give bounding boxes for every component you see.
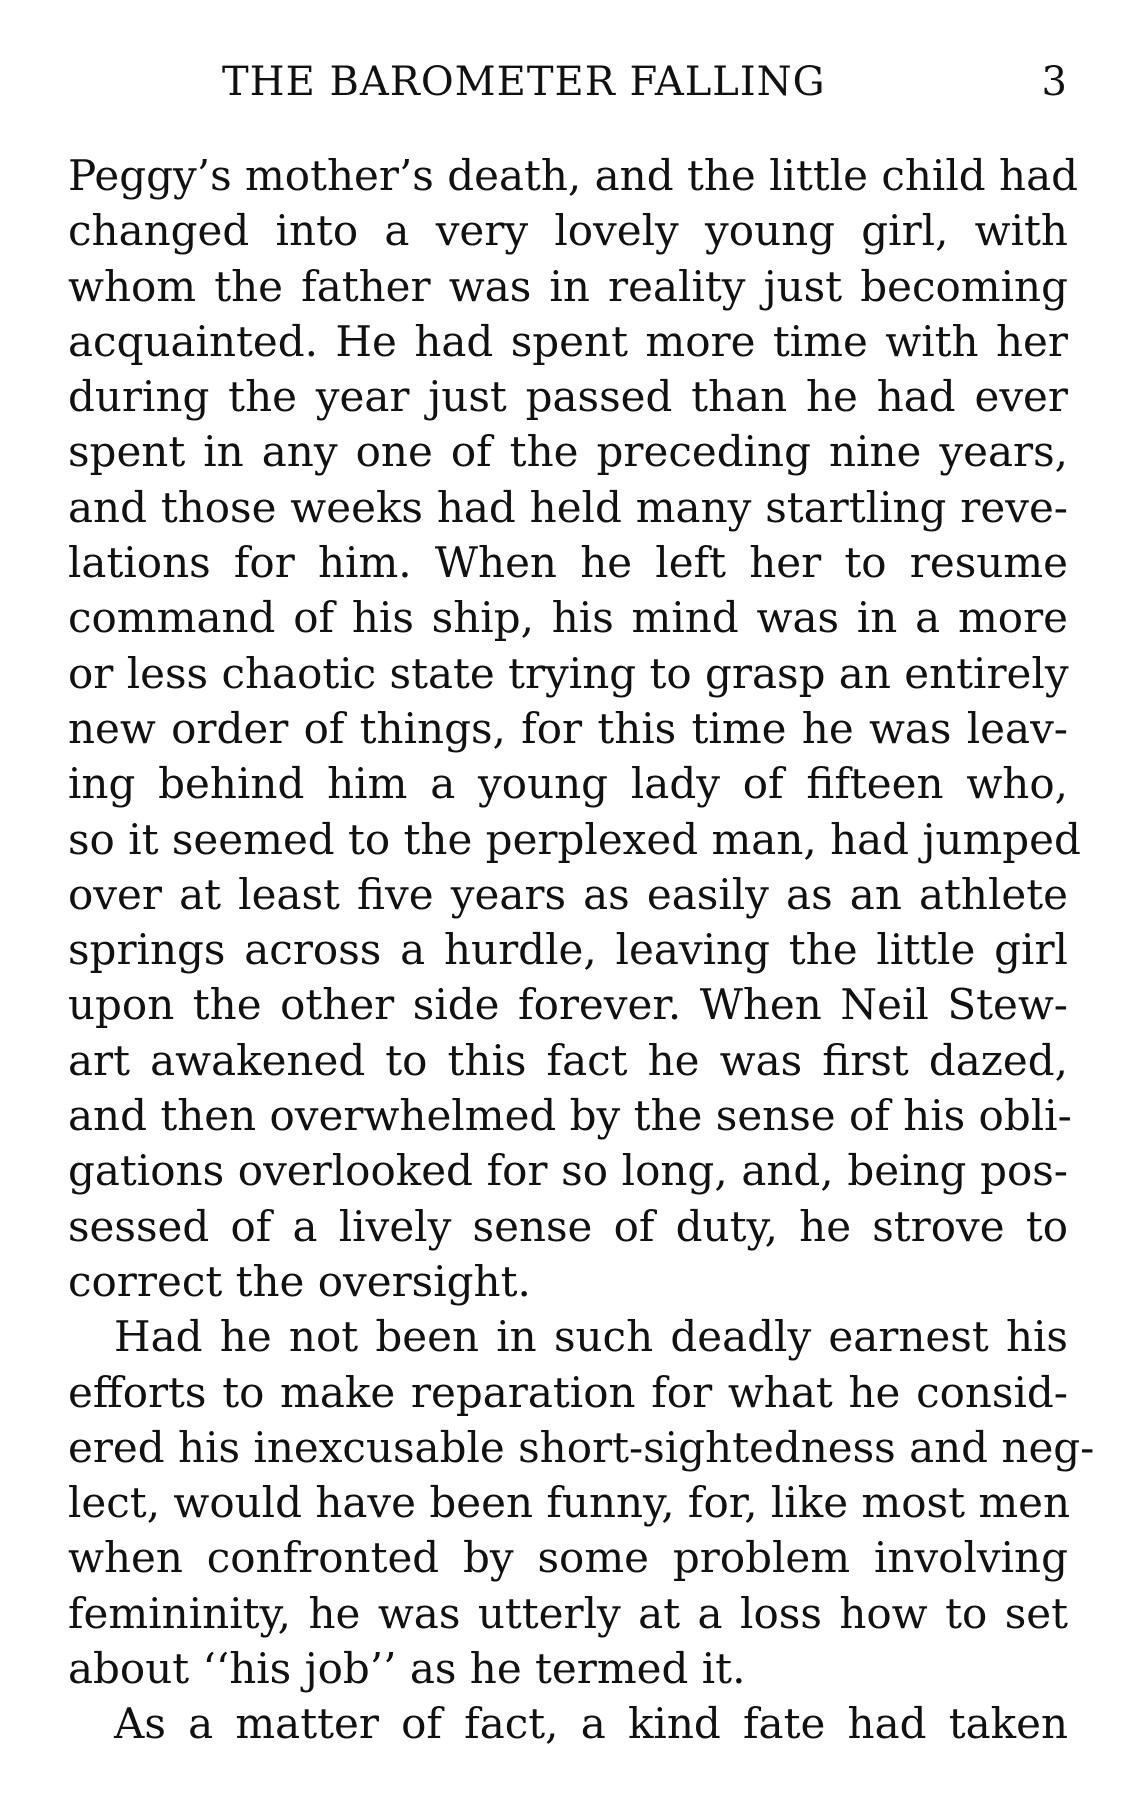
page-number: 3 (1041, 59, 1068, 105)
text-line: upon the other side forever. When Neil Stew- (68, 980, 1068, 1030)
text-line: efforts to make reparation for what he consid- (68, 1367, 1068, 1417)
text-line: whom the father was in reality just becoming (68, 261, 1068, 311)
text-line: Peggy’s mother’s death, and the little child had (68, 151, 1078, 200)
text-line: changed into a very lovely young girl, with (68, 206, 1068, 256)
text-line: command of his ship, his mind was in a more (68, 593, 1068, 643)
text-line: spent in any one of the preceding nine years, (68, 427, 1068, 477)
text-line: springs across a hurdle, leaving the little girl (68, 925, 1068, 975)
text-line: and those weeks had held many startling reve- (68, 482, 1068, 532)
text-line: acquainted. He had spent more time with her (68, 316, 1068, 366)
text-line: correct the oversight. (68, 1256, 531, 1306)
text-line: and then overwhelmed by the sense of his obli- (68, 1091, 1072, 1141)
text-line: femininity, he was utterly at a loss how to set (68, 1588, 1068, 1638)
text-line: about ‘‘his job’’ as he termed it. (68, 1644, 746, 1694)
running-head (222, 56, 1068, 108)
text-line: during the year just passed than he had ever (68, 372, 1068, 422)
text-line: or less chaotic state trying to grasp an entirely (68, 648, 1069, 698)
text-line: over at least five years as easily as an athlete (68, 869, 1068, 919)
text-line: ing behind him a young lady of fifteen who, (68, 759, 1068, 809)
text-line: art awakened to this fact he was first dazed, (68, 1035, 1068, 1085)
body-text (68, 148, 1095, 1752)
text-line: lect, would have been funny, for, like most men (68, 1478, 1071, 1528)
text-line: ered his inexcusable short-sightedness and neg- (68, 1422, 1095, 1472)
text-line: As a matter of fact, a kind fate had taken (114, 1699, 1068, 1749)
text-line: gations overlooked for so long, and, being pos- (68, 1146, 1068, 1196)
text-line: so it seemed to the perplexed man, had jumped (68, 814, 1081, 864)
text-line: lations for him. When he left her to resume (68, 538, 1068, 588)
text-line: new order of things, for this time he was leav- (68, 703, 1068, 753)
text-line: when confronted by some problem involving (68, 1533, 1068, 1583)
running-title: THE BAROMETER FALLING (222, 59, 826, 105)
text-line: sessed of a lively sense of duty, he strove to (68, 1201, 1068, 1251)
text-line: Had he not been in such deadly earnest his (114, 1312, 1068, 1362)
